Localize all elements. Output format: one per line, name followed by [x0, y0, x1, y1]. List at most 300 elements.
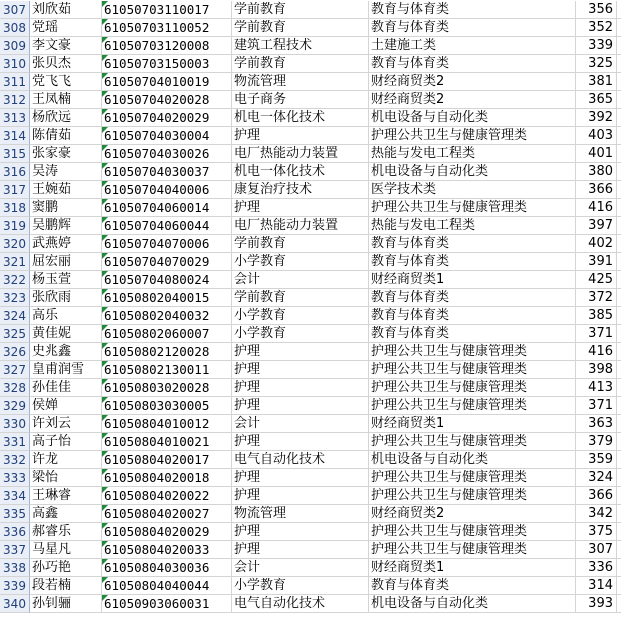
- category-cell[interactable]: [369, 451, 576, 469]
- score-cell[interactable]: [576, 505, 617, 523]
- category-cell[interactable]: [369, 163, 576, 181]
- row-number-header[interactable]: [0, 541, 30, 559]
- name-cell-text: 王凤楠: [32, 92, 72, 107]
- exam-id-cell[interactable]: [102, 433, 232, 451]
- category-cell[interactable]: [369, 379, 576, 397]
- category-cell[interactable]: [369, 487, 576, 505]
- text-number-warning-icon: [102, 307, 108, 313]
- major-cell[interactable]: [232, 253, 369, 271]
- category-cell[interactable]: [369, 541, 576, 559]
- name-cell[interactable]: [30, 433, 102, 451]
- text-number-warning-icon: [102, 1, 108, 7]
- row-number-header[interactable]: [0, 595, 30, 613]
- major-cell[interactable]: [232, 595, 369, 613]
- row-number-header-text: 315: [3, 147, 26, 161]
- score-cell-text: 403: [588, 128, 613, 143]
- text-number-warning-icon: [102, 199, 108, 205]
- empty-cell[interactable]: [617, 199, 621, 217]
- name-cell[interactable]: [30, 91, 102, 109]
- major-cell[interactable]: [232, 397, 369, 415]
- table-row: [0, 595, 621, 613]
- row-number-header[interactable]: [0, 73, 30, 91]
- empty-cell[interactable]: [617, 289, 621, 307]
- major-cell[interactable]: [232, 109, 369, 127]
- major-cell[interactable]: [232, 271, 369, 289]
- name-cell[interactable]: [30, 253, 102, 271]
- name-cell[interactable]: [30, 397, 102, 415]
- exam-id-cell[interactable]: [102, 19, 232, 37]
- row-number-header-text: 329: [3, 399, 26, 413]
- category-cell-text: 教育与体育类: [371, 236, 450, 251]
- row-number-header-text: 324: [3, 309, 26, 323]
- category-cell[interactable]: [369, 73, 576, 91]
- major-cell[interactable]: [232, 523, 369, 541]
- name-cell-text: 张家豪: [32, 146, 72, 161]
- exam-id-cell[interactable]: [102, 109, 232, 127]
- exam-id-cell[interactable]: [102, 145, 232, 163]
- major-cell-text: 小学教育: [234, 578, 287, 593]
- major-cell[interactable]: [232, 469, 369, 487]
- major-cell[interactable]: [232, 505, 369, 523]
- category-cell[interactable]: [369, 559, 576, 577]
- empty-cell[interactable]: [617, 181, 621, 199]
- exam-id-cell-text: 61050704060014: [104, 200, 210, 215]
- empty-cell[interactable]: [617, 1, 621, 19]
- empty-cell[interactable]: [617, 433, 621, 451]
- major-cell[interactable]: [232, 19, 369, 37]
- empty-cell[interactable]: [617, 307, 621, 325]
- major-cell[interactable]: [232, 181, 369, 199]
- row-number-header[interactable]: [0, 325, 30, 343]
- exam-id-cell-text: 61050802040032: [104, 308, 210, 323]
- score-cell[interactable]: [576, 91, 617, 109]
- major-cell-text: 护理: [234, 524, 261, 539]
- exam-id-cell[interactable]: [102, 361, 232, 379]
- empty-cell[interactable]: [617, 253, 621, 271]
- empty-cell[interactable]: [617, 217, 621, 235]
- table-row: [0, 181, 621, 199]
- empty-cell[interactable]: [617, 361, 621, 379]
- row-number-header[interactable]: [0, 127, 30, 145]
- row-number-header[interactable]: [0, 163, 30, 181]
- name-cell[interactable]: [30, 37, 102, 55]
- name-cell[interactable]: [30, 271, 102, 289]
- row-number-header[interactable]: [0, 181, 30, 199]
- category-cell[interactable]: [369, 181, 576, 199]
- category-cell[interactable]: [369, 307, 576, 325]
- name-cell[interactable]: [30, 217, 102, 235]
- empty-cell[interactable]: [617, 487, 621, 505]
- exam-id-cell[interactable]: [102, 577, 232, 595]
- score-cell[interactable]: [576, 289, 617, 307]
- empty-cell[interactable]: [617, 415, 621, 433]
- score-cell[interactable]: [576, 433, 617, 451]
- empty-cell[interactable]: [617, 109, 621, 127]
- major-cell[interactable]: [232, 433, 369, 451]
- exam-id-cell-text: 61050704070029: [104, 254, 210, 269]
- text-number-warning-icon: [102, 217, 108, 223]
- major-cell-text: 会计: [234, 416, 261, 431]
- table-row: [0, 217, 621, 235]
- score-cell[interactable]: [576, 145, 617, 163]
- score-cell[interactable]: [576, 379, 617, 397]
- exam-id-cell[interactable]: [102, 541, 232, 559]
- exam-id-cell[interactable]: [102, 271, 232, 289]
- text-number-warning-icon: [102, 343, 108, 349]
- row-number-header[interactable]: [0, 559, 30, 577]
- score-cell[interactable]: [576, 127, 617, 145]
- score-cell[interactable]: [576, 451, 617, 469]
- exam-id-cell[interactable]: [102, 397, 232, 415]
- score-cell[interactable]: [576, 19, 617, 37]
- category-cell[interactable]: [369, 325, 576, 343]
- row-number-header[interactable]: [0, 307, 30, 325]
- major-cell-text: 小学教育: [234, 326, 287, 341]
- score-cell[interactable]: [576, 523, 617, 541]
- empty-cell[interactable]: [617, 451, 621, 469]
- exam-id-cell[interactable]: [102, 487, 232, 505]
- name-cell[interactable]: [30, 469, 102, 487]
- major-cell[interactable]: [232, 163, 369, 181]
- row-number-header[interactable]: [0, 271, 30, 289]
- text-number-warning-icon: [102, 577, 108, 583]
- category-cell[interactable]: [369, 55, 576, 73]
- major-cell[interactable]: [232, 55, 369, 73]
- name-cell[interactable]: [30, 163, 102, 181]
- name-cell[interactable]: [30, 361, 102, 379]
- exam-id-cell[interactable]: [102, 253, 232, 271]
- category-cell-text: 护理公共卫生与健康管理类: [371, 434, 528, 449]
- score-cell[interactable]: [576, 469, 617, 487]
- table-row: [0, 199, 621, 217]
- score-cell-text: 385: [588, 308, 613, 323]
- exam-id-cell-text: 61050803030005: [104, 398, 210, 413]
- empty-cell[interactable]: [617, 55, 621, 73]
- major-cell[interactable]: [232, 379, 369, 397]
- row-number-header[interactable]: [0, 253, 30, 271]
- major-cell[interactable]: [232, 217, 369, 235]
- empty-cell[interactable]: [617, 595, 621, 613]
- empty-cell[interactable]: [617, 91, 621, 109]
- row-number-header[interactable]: [0, 343, 30, 361]
- empty-cell[interactable]: [617, 523, 621, 541]
- major-cell[interactable]: [232, 451, 369, 469]
- major-cell[interactable]: [232, 127, 369, 145]
- name-cell[interactable]: [30, 1, 102, 19]
- score-cell[interactable]: [576, 343, 617, 361]
- exam-id-cell[interactable]: [102, 469, 232, 487]
- exam-id-cell[interactable]: [102, 73, 232, 91]
- empty-cell[interactable]: [617, 559, 621, 577]
- major-cell[interactable]: [232, 289, 369, 307]
- name-cell[interactable]: [30, 577, 102, 595]
- score-cell[interactable]: [576, 595, 617, 613]
- score-cell[interactable]: [576, 1, 617, 19]
- row-number-header[interactable]: [0, 1, 30, 19]
- row-number-header[interactable]: [0, 109, 30, 127]
- category-cell[interactable]: [369, 469, 576, 487]
- text-number-warning-icon: [102, 145, 108, 151]
- major-cell[interactable]: [232, 1, 369, 19]
- empty-cell[interactable]: [617, 577, 621, 595]
- exam-id-cell[interactable]: [102, 415, 232, 433]
- name-cell-text: 高子怡: [32, 434, 72, 449]
- score-cell[interactable]: [576, 307, 617, 325]
- row-number-header[interactable]: [0, 199, 30, 217]
- category-cell[interactable]: [369, 271, 576, 289]
- exam-id-cell[interactable]: [102, 289, 232, 307]
- name-cell-text: 许刘云: [32, 416, 72, 431]
- empty-cell[interactable]: [617, 541, 621, 559]
- row-number-header[interactable]: [0, 55, 30, 73]
- empty-cell[interactable]: [617, 235, 621, 253]
- exam-id-cell[interactable]: [102, 451, 232, 469]
- score-cell[interactable]: [576, 37, 617, 55]
- row-number-header[interactable]: [0, 451, 30, 469]
- name-cell[interactable]: [30, 523, 102, 541]
- score-cell[interactable]: [576, 109, 617, 127]
- row-number-header[interactable]: [0, 505, 30, 523]
- score-cell-text: 402: [588, 236, 613, 251]
- empty-cell[interactable]: [617, 73, 621, 91]
- row-number-header[interactable]: [0, 19, 30, 37]
- score-cell[interactable]: [576, 325, 617, 343]
- table-row: [0, 271, 621, 289]
- category-cell[interactable]: [369, 523, 576, 541]
- exam-id-cell[interactable]: [102, 307, 232, 325]
- table-row: [0, 505, 621, 523]
- name-cell[interactable]: [30, 379, 102, 397]
- score-cell[interactable]: [576, 415, 617, 433]
- major-cell[interactable]: [232, 487, 369, 505]
- score-cell[interactable]: [576, 487, 617, 505]
- exam-id-cell[interactable]: [102, 523, 232, 541]
- empty-cell[interactable]: [617, 325, 621, 343]
- score-cell-text: 314: [588, 578, 613, 593]
- category-cell[interactable]: [369, 595, 576, 613]
- text-number-warning-icon: [102, 415, 108, 421]
- name-cell[interactable]: [30, 343, 102, 361]
- text-number-warning-icon: [102, 487, 108, 493]
- category-cell[interactable]: [369, 109, 576, 127]
- category-cell[interactable]: [369, 91, 576, 109]
- name-cell[interactable]: [30, 487, 102, 505]
- empty-cell[interactable]: [617, 343, 621, 361]
- row-number-header[interactable]: [0, 37, 30, 55]
- text-number-warning-icon: [102, 181, 108, 187]
- row-number-header[interactable]: [0, 217, 30, 235]
- score-cell[interactable]: [576, 541, 617, 559]
- text-number-warning-icon: [102, 253, 108, 259]
- major-cell[interactable]: [232, 577, 369, 595]
- text-number-warning-icon: [102, 163, 108, 169]
- category-cell-text: 财经商贸类1: [371, 560, 445, 575]
- category-cell[interactable]: [369, 127, 576, 145]
- exam-id-cell[interactable]: [102, 325, 232, 343]
- major-cell[interactable]: [232, 361, 369, 379]
- name-cell[interactable]: [30, 451, 102, 469]
- row-number-header[interactable]: [0, 433, 30, 451]
- major-cell[interactable]: [232, 559, 369, 577]
- score-cell-text: 324: [588, 470, 613, 485]
- row-number-header-text: 310: [3, 57, 26, 71]
- row-number-header[interactable]: [0, 469, 30, 487]
- empty-cell[interactable]: [617, 397, 621, 415]
- table-row: [0, 541, 621, 559]
- score-cell[interactable]: [576, 235, 617, 253]
- exam-id-cell[interactable]: [102, 163, 232, 181]
- row-number-header[interactable]: [0, 415, 30, 433]
- row-number-header[interactable]: [0, 487, 30, 505]
- score-cell[interactable]: [576, 253, 617, 271]
- name-cell[interactable]: [30, 541, 102, 559]
- category-cell[interactable]: [369, 577, 576, 595]
- score-cell-text: 366: [588, 182, 613, 197]
- major-cell[interactable]: [232, 37, 369, 55]
- exam-id-cell[interactable]: [102, 199, 232, 217]
- empty-cell[interactable]: [617, 379, 621, 397]
- category-cell-text: 护理公共卫生与健康管理类: [371, 524, 528, 539]
- empty-cell[interactable]: [617, 469, 621, 487]
- name-cell[interactable]: [30, 307, 102, 325]
- row-number-header[interactable]: [0, 289, 30, 307]
- major-cell[interactable]: [232, 145, 369, 163]
- score-cell[interactable]: [576, 361, 617, 379]
- name-cell[interactable]: [30, 235, 102, 253]
- name-cell[interactable]: [30, 181, 102, 199]
- empty-cell[interactable]: [617, 145, 621, 163]
- empty-cell[interactable]: [617, 37, 621, 55]
- category-cell[interactable]: [369, 19, 576, 37]
- row-number-header-text: 316: [3, 165, 26, 179]
- row-number-header[interactable]: [0, 361, 30, 379]
- table-row: [0, 307, 621, 325]
- name-cell-text: 梁怡: [32, 470, 59, 485]
- score-cell[interactable]: [576, 73, 617, 91]
- row-number-header[interactable]: [0, 523, 30, 541]
- exam-id-cell[interactable]: [102, 55, 232, 73]
- row-number-header-text: 339: [3, 579, 26, 593]
- major-cell[interactable]: [232, 415, 369, 433]
- row-number-header-text: 320: [3, 237, 26, 251]
- category-cell[interactable]: [369, 1, 576, 19]
- exam-id-cell[interactable]: [102, 181, 232, 199]
- category-cell[interactable]: [369, 433, 576, 451]
- major-cell[interactable]: [232, 199, 369, 217]
- row-number-header[interactable]: [0, 145, 30, 163]
- exam-id-cell-text: 61050802040015: [104, 290, 210, 305]
- category-cell[interactable]: [369, 505, 576, 523]
- category-cell[interactable]: [369, 253, 576, 271]
- name-cell[interactable]: [30, 559, 102, 577]
- major-cell[interactable]: [232, 91, 369, 109]
- name-cell-text: 杨玉萱: [32, 272, 72, 287]
- empty-cell[interactable]: [617, 127, 621, 145]
- category-cell-text: 财经商贸类2: [371, 506, 445, 521]
- row-number-header[interactable]: [0, 397, 30, 415]
- category-cell[interactable]: [369, 235, 576, 253]
- row-number-header-text: 307: [3, 3, 26, 17]
- category-cell[interactable]: [369, 343, 576, 361]
- score-cell[interactable]: [576, 55, 617, 73]
- category-cell-text: 机电设备与自动化类: [371, 596, 489, 611]
- row-number-header[interactable]: [0, 91, 30, 109]
- name-cell[interactable]: [30, 199, 102, 217]
- score-cell-text: 325: [588, 56, 613, 71]
- major-cell[interactable]: [232, 235, 369, 253]
- exam-id-cell[interactable]: [102, 127, 232, 145]
- name-cell[interactable]: [30, 109, 102, 127]
- name-cell[interactable]: [30, 127, 102, 145]
- exam-id-cell[interactable]: [102, 505, 232, 523]
- score-cell[interactable]: [576, 163, 617, 181]
- text-number-warning-icon: [102, 505, 108, 511]
- score-cell[interactable]: [576, 217, 617, 235]
- category-cell[interactable]: [369, 199, 576, 217]
- score-cell[interactable]: [576, 559, 617, 577]
- text-number-warning-icon: [102, 559, 108, 565]
- row-number-header[interactable]: [0, 577, 30, 595]
- empty-cell[interactable]: [617, 19, 621, 37]
- name-cell[interactable]: [30, 325, 102, 343]
- score-cell[interactable]: [576, 577, 617, 595]
- category-cell[interactable]: [369, 361, 576, 379]
- name-cell[interactable]: [30, 73, 102, 91]
- major-cell[interactable]: [232, 73, 369, 91]
- name-cell[interactable]: [30, 595, 102, 613]
- score-cell[interactable]: [576, 181, 617, 199]
- category-cell[interactable]: [369, 415, 576, 433]
- row-number-header-text: 311: [3, 75, 26, 89]
- major-cell[interactable]: [232, 343, 369, 361]
- category-cell[interactable]: [369, 397, 576, 415]
- major-cell[interactable]: [232, 307, 369, 325]
- major-cell[interactable]: [232, 541, 369, 559]
- exam-id-cell[interactable]: [102, 217, 232, 235]
- category-cell[interactable]: [369, 145, 576, 163]
- exam-id-cell[interactable]: [102, 379, 232, 397]
- name-cell[interactable]: [30, 415, 102, 433]
- name-cell-text: 王婉茹: [32, 182, 72, 197]
- name-cell[interactable]: [30, 19, 102, 37]
- exam-id-cell[interactable]: [102, 595, 232, 613]
- exam-id-cell[interactable]: [102, 343, 232, 361]
- name-cell-text: 高乐: [32, 308, 59, 323]
- category-cell[interactable]: [369, 289, 576, 307]
- name-cell[interactable]: [30, 55, 102, 73]
- category-cell[interactable]: [369, 217, 576, 235]
- exam-id-cell[interactable]: [102, 1, 232, 19]
- score-cell[interactable]: [576, 271, 617, 289]
- empty-cell[interactable]: [617, 505, 621, 523]
- exam-id-cell[interactable]: [102, 235, 232, 253]
- exam-id-cell[interactable]: [102, 91, 232, 109]
- exam-id-cell[interactable]: [102, 37, 232, 55]
- row-number-header[interactable]: [0, 235, 30, 253]
- empty-cell[interactable]: [617, 163, 621, 181]
- name-cell[interactable]: [30, 289, 102, 307]
- name-cell[interactable]: [30, 505, 102, 523]
- exam-id-cell[interactable]: [102, 559, 232, 577]
- name-cell[interactable]: [30, 145, 102, 163]
- row-number-header[interactable]: [0, 379, 30, 397]
- score-cell[interactable]: [576, 397, 617, 415]
- category-cell[interactable]: [369, 37, 576, 55]
- major-cell[interactable]: [232, 325, 369, 343]
- text-number-warning-icon: [102, 127, 108, 133]
- score-cell[interactable]: [576, 199, 617, 217]
- empty-cell[interactable]: [617, 271, 621, 289]
